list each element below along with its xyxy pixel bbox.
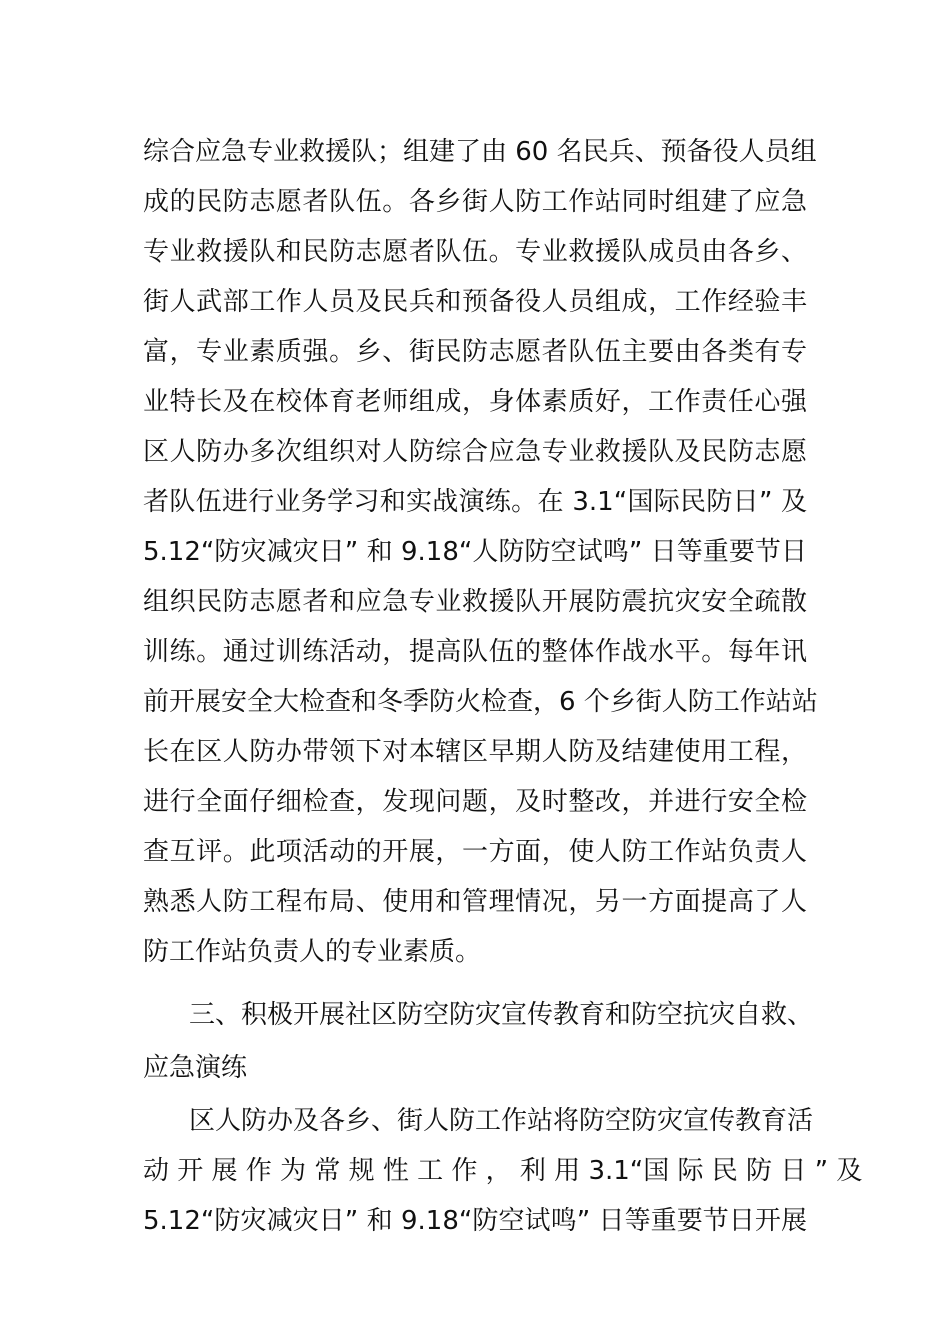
- text-line-2: 成的民防志愿者队伍。各乡街人防工作站同时组建了应急: [143, 187, 807, 217]
- text-line-17: 防工作站负责人的专业素质。: [143, 937, 482, 967]
- text-line-9: 5.12“防灾减灾日” 和 9.18“人防防空试鸣” 日等重要节日: [143, 537, 807, 567]
- text-line-1: 综合应急专业救援队；组建了由 60 名民兵、预备役人员组: [143, 137, 817, 167]
- text-line-13: 长在区人防办带领下对本辖区早期人防及结建使用工程，: [143, 737, 807, 767]
- text-line-20: 区人防办及各乡、街人防工作站将防空防灾宣传教育活: [189, 1106, 814, 1136]
- section-heading: 三、积极开展社区防空防灾宣传教育和防空抗灾自救、: [189, 1000, 814, 1030]
- text-line-14: 进行全面仔细检查，发现问题，及时整改，并进行安全检: [143, 787, 807, 817]
- text-line-11: 训练。通过训练活动，提高队伍的整体作战水平。每年讯: [143, 637, 807, 667]
- section-heading-continued: 应急演练: [143, 1053, 248, 1083]
- text-line-6: 业特长及在校体育老师组成，身体素质好，工作责任心强: [143, 387, 807, 417]
- text-line-12: 前开展安全大检查和冬季防火检查，6 个乡街人防工作站站: [143, 687, 818, 717]
- text-line-21: 动 开 展 作 为 常 规 性 工 作 ， 利 用 3.1“国 际 民 防 日 ” 及: [143, 1156, 863, 1186]
- text-line-8: 者队伍进行业务学习和实战演练。在 3.1“国际民防日” 及: [143, 487, 807, 517]
- text-line-4: 街人武部工作人员及民兵和预备役人员组成，工作经验丰: [143, 287, 807, 317]
- text-line-7: 区人防办多次组织对人防综合应急专业救援队及民防志愿: [143, 437, 807, 467]
- text-line-15: 查互评。此项活动的开展，一方面，使人防工作站负责人: [143, 837, 807, 867]
- text-line-22: 5.12“防灾减灾日” 和 9.18“防空试鸣” 日等重要节日开展: [143, 1206, 807, 1236]
- text-line-16: 熟悉人防工程布局、使用和管理情况，另一方面提高了人: [143, 887, 807, 917]
- text-line-3: 专业救援队和民防志愿者队伍。专业救援队成员由各乡、: [143, 237, 807, 267]
- text-line-5: 富，专业素质强。乡、街民防志愿者队伍主要由各类有专: [143, 337, 807, 367]
- text-line-10: 组织民防志愿者和应急专业救援队开展防震抗灾安全疏散: [143, 587, 807, 617]
